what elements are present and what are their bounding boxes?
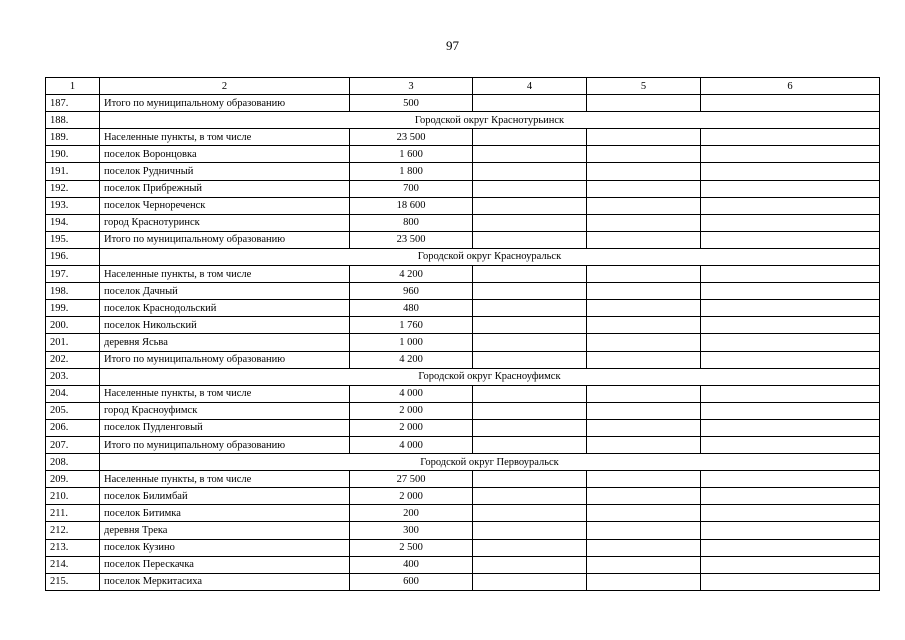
table-row — [46, 351, 880, 368]
row-number: 213. — [46, 539, 100, 556]
row-number: 210. — [46, 488, 100, 505]
table-row — [46, 317, 880, 334]
table-row — [46, 163, 880, 180]
section-row — [46, 454, 880, 471]
row-number: 200. — [46, 317, 100, 334]
population-value: 2 000 — [350, 402, 473, 419]
settlement-name: поселок Чернореченск — [100, 197, 350, 214]
empty-cell — [473, 505, 587, 522]
row-number: 208. — [46, 454, 100, 471]
empty-cell — [473, 351, 587, 368]
population-value: 200 — [350, 505, 473, 522]
empty-cell — [473, 539, 587, 556]
empty-cell — [701, 180, 880, 197]
settlement-name: деревня Трека — [100, 522, 350, 539]
column-header: 3 — [350, 78, 473, 95]
table-row — [46, 436, 880, 453]
empty-cell — [701, 214, 880, 231]
population-value: 600 — [350, 573, 473, 590]
settlement-name: поселок Битимка — [100, 505, 350, 522]
population-value: 18 600 — [350, 197, 473, 214]
row-number: 207. — [46, 436, 100, 453]
settlement-name: Населенные пункты, в том числе — [100, 129, 350, 146]
column-header: 5 — [587, 78, 701, 95]
empty-cell — [587, 231, 701, 248]
population-value: 960 — [350, 283, 473, 300]
population-value: 2 000 — [350, 419, 473, 436]
empty-cell — [701, 539, 880, 556]
empty-cell — [473, 197, 587, 214]
settlement-name: поселок Меркитасиха — [100, 573, 350, 590]
page-number: 97 — [446, 38, 459, 53]
empty-cell — [587, 300, 701, 317]
empty-cell — [701, 402, 880, 419]
table-row — [46, 488, 880, 505]
population-value: 4 000 — [350, 436, 473, 453]
empty-cell — [587, 197, 701, 214]
empty-cell — [473, 317, 587, 334]
population-value: 4 000 — [350, 385, 473, 402]
table-row — [46, 197, 880, 214]
empty-cell — [587, 505, 701, 522]
row-number: 198. — [46, 283, 100, 300]
empty-cell — [473, 231, 587, 248]
row-number: 191. — [46, 163, 100, 180]
empty-cell — [701, 283, 880, 300]
empty-cell — [587, 180, 701, 197]
row-number: 192. — [46, 180, 100, 197]
table-row — [46, 402, 880, 419]
empty-cell — [587, 471, 701, 488]
table-row — [46, 505, 880, 522]
row-number: 209. — [46, 471, 100, 488]
table-row — [46, 180, 880, 197]
table-row — [46, 385, 880, 402]
empty-cell — [701, 351, 880, 368]
row-number: 194. — [46, 214, 100, 231]
table-row — [46, 573, 880, 590]
empty-cell — [587, 436, 701, 453]
empty-cell — [473, 556, 587, 573]
column-header: 6 — [701, 78, 880, 95]
column-header: 1 — [46, 78, 100, 95]
row-number: 201. — [46, 334, 100, 351]
table-row — [46, 266, 880, 283]
empty-cell — [701, 419, 880, 436]
settlement-name: поселок Пудленговый — [100, 419, 350, 436]
settlement-name: город Красноуфимск — [100, 402, 350, 419]
empty-cell — [473, 163, 587, 180]
table-row — [46, 471, 880, 488]
empty-cell — [587, 214, 701, 231]
row-number: 206. — [46, 419, 100, 436]
section-title: Городской округ Красноуральск — [100, 248, 880, 265]
row-number: 211. — [46, 505, 100, 522]
settlement-name: поселок Краснодольский — [100, 300, 350, 317]
table-row — [46, 300, 880, 317]
empty-cell — [701, 146, 880, 163]
empty-cell — [473, 283, 587, 300]
empty-cell — [587, 95, 701, 112]
settlement-name: Итого по муниципальному образованию — [100, 436, 350, 453]
empty-cell — [701, 163, 880, 180]
population-value: 800 — [350, 214, 473, 231]
section-title: Городской округ Первоуральск — [100, 454, 880, 471]
table-row — [46, 95, 880, 112]
empty-cell — [587, 385, 701, 402]
table-header-row — [46, 78, 880, 95]
column-header: 2 — [100, 78, 350, 95]
row-number: 196. — [46, 248, 100, 265]
empty-cell — [701, 334, 880, 351]
row-number: 214. — [46, 556, 100, 573]
settlement-name: поселок Никольский — [100, 317, 350, 334]
empty-cell — [587, 266, 701, 283]
population-value: 1 000 — [350, 334, 473, 351]
section-row — [46, 368, 880, 385]
population-value: 27 500 — [350, 471, 473, 488]
table-body — [46, 95, 880, 591]
row-number: 205. — [46, 402, 100, 419]
row-number: 212. — [46, 522, 100, 539]
empty-cell — [701, 266, 880, 283]
row-number: 204. — [46, 385, 100, 402]
population-value: 23 500 — [350, 129, 473, 146]
row-number: 190. — [46, 146, 100, 163]
settlement-name: Населенные пункты, в том числе — [100, 471, 350, 488]
table-row — [46, 283, 880, 300]
column-header: 4 — [473, 78, 587, 95]
empty-cell — [587, 556, 701, 573]
empty-cell — [701, 129, 880, 146]
empty-cell — [587, 539, 701, 556]
settlement-name: поселок Перескачка — [100, 556, 350, 573]
settlement-name: Итого по муниципальному образованию — [100, 95, 350, 112]
empty-cell — [587, 402, 701, 419]
empty-cell — [701, 385, 880, 402]
empty-cell — [587, 334, 701, 351]
empty-cell — [701, 505, 880, 522]
population-value: 400 — [350, 556, 473, 573]
empty-cell — [473, 146, 587, 163]
empty-cell — [701, 197, 880, 214]
empty-cell — [473, 573, 587, 590]
row-number: 188. — [46, 112, 100, 129]
table-row — [46, 522, 880, 539]
empty-cell — [587, 146, 701, 163]
row-number: 199. — [46, 300, 100, 317]
empty-cell — [587, 573, 701, 590]
row-number: 195. — [46, 231, 100, 248]
table-row — [46, 334, 880, 351]
settlement-name: поселок Воронцовка — [100, 146, 350, 163]
empty-cell — [587, 419, 701, 436]
empty-cell — [473, 214, 587, 231]
empty-cell — [473, 419, 587, 436]
empty-cell — [473, 385, 587, 402]
settlement-name: поселок Билимбай — [100, 488, 350, 505]
population-value: 1 600 — [350, 146, 473, 163]
row-number: 189. — [46, 129, 100, 146]
empty-cell — [701, 95, 880, 112]
empty-cell — [473, 129, 587, 146]
table-row — [46, 231, 880, 248]
population-value: 2 000 — [350, 488, 473, 505]
empty-cell — [587, 351, 701, 368]
section-row — [46, 112, 880, 129]
settlement-name: город Краснотуринск — [100, 214, 350, 231]
row-number: 193. — [46, 197, 100, 214]
population-value: 2 500 — [350, 539, 473, 556]
empty-cell — [701, 471, 880, 488]
data-table — [45, 77, 880, 591]
empty-cell — [473, 300, 587, 317]
settlement-name: поселок Прибрежный — [100, 180, 350, 197]
population-value: 480 — [350, 300, 473, 317]
empty-cell — [701, 231, 880, 248]
row-number: 215. — [46, 573, 100, 590]
population-value: 4 200 — [350, 266, 473, 283]
empty-cell — [473, 180, 587, 197]
section-title: Городской округ Красноуфимск — [100, 368, 880, 385]
empty-cell — [701, 522, 880, 539]
empty-cell — [701, 488, 880, 505]
empty-cell — [587, 522, 701, 539]
population-value: 4 200 — [350, 351, 473, 368]
section-title: Городской округ Краснотурьинск — [100, 112, 880, 129]
empty-cell — [473, 471, 587, 488]
row-number: 202. — [46, 351, 100, 368]
table-row — [46, 214, 880, 231]
table-row — [46, 539, 880, 556]
empty-cell — [701, 436, 880, 453]
population-value: 1 800 — [350, 163, 473, 180]
empty-cell — [587, 283, 701, 300]
empty-cell — [473, 436, 587, 453]
settlement-name: деревня Ясьва — [100, 334, 350, 351]
row-number: 203. — [46, 368, 100, 385]
settlement-name: поселок Кузино — [100, 539, 350, 556]
settlement-name: поселок Рудничный — [100, 163, 350, 180]
empty-cell — [587, 129, 701, 146]
settlement-name: Населенные пункты, в том числе — [100, 385, 350, 402]
empty-cell — [473, 95, 587, 112]
population-value: 700 — [350, 180, 473, 197]
empty-cell — [473, 488, 587, 505]
settlement-name: Населенные пункты, в том числе — [100, 266, 350, 283]
table-row — [46, 419, 880, 436]
settlement-name: поселок Дачный — [100, 283, 350, 300]
empty-cell — [473, 334, 587, 351]
empty-cell — [587, 163, 701, 180]
empty-cell — [587, 488, 701, 505]
table-row — [46, 556, 880, 573]
empty-cell — [473, 522, 587, 539]
empty-cell — [701, 317, 880, 334]
empty-cell — [587, 317, 701, 334]
empty-cell — [701, 573, 880, 590]
empty-cell — [473, 266, 587, 283]
settlement-name: Итого по муниципальному образованию — [100, 231, 350, 248]
empty-cell — [701, 300, 880, 317]
population-value: 500 — [350, 95, 473, 112]
table-row — [46, 146, 880, 163]
empty-cell — [701, 556, 880, 573]
row-number: 187. — [46, 95, 100, 112]
row-number: 197. — [46, 266, 100, 283]
settlement-name: Итого по муниципальному образованию — [100, 351, 350, 368]
section-row — [46, 248, 880, 265]
empty-cell — [473, 402, 587, 419]
population-value: 300 — [350, 522, 473, 539]
table-row — [46, 129, 880, 146]
population-value: 23 500 — [350, 231, 473, 248]
population-value: 1 760 — [350, 317, 473, 334]
